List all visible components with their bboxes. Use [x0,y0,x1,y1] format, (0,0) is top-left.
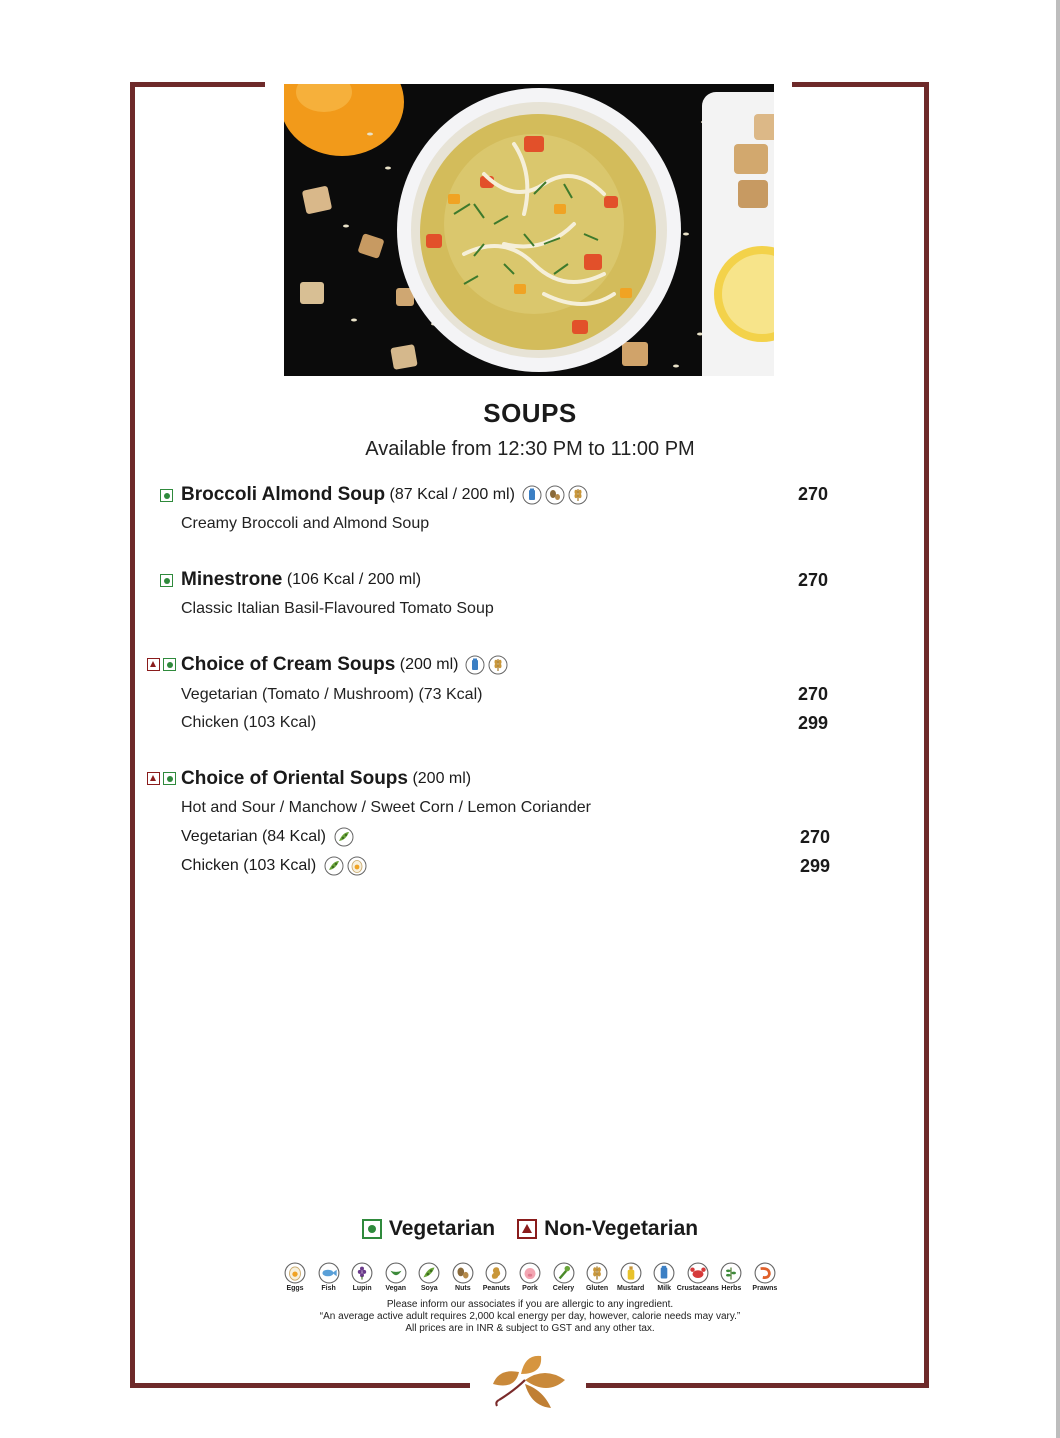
item-name: Choice of Cream Soups [181,654,396,675]
gluten-icon [568,485,588,505]
item-variant-price: 270 [799,827,830,847]
item-variant-label: Vegetarian (Tomato / Mushroom) (73 Kcal) [181,686,483,703]
soya-icon [324,856,344,876]
menu-item-name-row [181,653,508,677]
milk-icon [653,1262,675,1284]
frame-top-left [130,82,265,87]
eggs-icon [284,1262,306,1284]
legend-veg-label: Vegetarian [388,1217,496,1240]
item-meta: (106 Kcal / 200 ml) [286,571,422,588]
item-variant-label: Vegetarian (84 Kcal) [181,828,326,845]
frame-bottom-right [586,1383,929,1388]
allergen-lupin: Lupin [347,1262,377,1292]
item-meta: (200 ml) [399,656,459,673]
note-allergy: Please inform our associates if you are allergic to any ingredient. [386,1299,674,1310]
frame-right [924,82,929,1388]
allergen-soya: Soya [414,1262,444,1292]
gluten-icon [586,1262,608,1284]
menu-item-name-row [181,767,471,791]
legend-nonveg-label: Non-Vegetarian [544,1217,699,1240]
item-variant-price: 299 [797,713,828,733]
legend-veg [362,1217,495,1241]
allergen-herbs: Herbs [716,1262,746,1292]
soya-icon [334,827,354,847]
item-price: 270 [797,484,828,504]
frame-bottom-left [130,1383,470,1388]
allergen-gluten: Gluten [582,1262,612,1292]
frame-left [130,82,135,1388]
soup-photo [284,84,774,376]
item-variant-label: Chicken (103 Kcal) [181,857,317,874]
allergen-fish: Fish [314,1262,344,1292]
legend-nonveg [517,1217,698,1241]
crustaceans-icon [687,1262,709,1284]
item-price: 270 [797,570,828,590]
item-variant-row [181,825,354,849]
item-meta: (87 Kcal / 200 ml) [389,486,515,503]
nonveg-indicator [147,658,160,671]
nuts-icon [452,1262,474,1284]
section-title: SOUPS [483,398,577,428]
item-variant-price: 270 [797,684,828,704]
allergen-mustard: Mustard [616,1262,646,1292]
item-description: Creamy Broccoli and Almond Soup [181,515,430,532]
veg-indicator [163,772,176,785]
vegan-icon [385,1262,407,1284]
item-description: Hot and Sour / Manchow / Sweet Corn / Lemon Coriander [181,799,591,816]
allergen-nuts: Nuts [448,1262,478,1292]
peanuts-icon [485,1262,507,1284]
item-name: Choice of Oriental Soups [181,768,408,789]
allergen-key [280,1262,780,1292]
veg-indicator [163,658,176,671]
item-name: Minestrone [181,569,283,590]
allergen-pork: Pork [515,1262,545,1292]
brand-leaf-logo [485,1350,575,1412]
allergen-peanuts: Peanuts [481,1262,511,1292]
allergen-prawns: Prawns [750,1262,780,1292]
pork-icon [519,1262,541,1284]
item-meta: (200 ml) [412,770,472,787]
veg-indicator [160,574,173,587]
availability-text: Available from 12:30 PM to 11:00 PM [365,438,695,460]
note-prices: All prices are in INR & subject to GST and any other tax. [405,1323,655,1334]
nonveg-indicator [517,1219,537,1239]
lupin-icon [351,1262,373,1284]
menu-item-name-row [181,568,421,592]
diet-legend [0,1217,1060,1241]
herbs-icon [720,1262,742,1284]
allergen-eggs: Eggs [280,1262,310,1292]
celery-icon [553,1262,575,1284]
item-variant-label: Chicken (103 Kcal) [181,714,317,731]
allergen-crustaceans: Crustaceans [683,1262,713,1292]
veg-indicator [160,489,173,502]
prawns-icon [754,1262,776,1284]
milk-icon [522,485,542,505]
soya-icon [418,1262,440,1284]
allergen-celery: Celery [549,1262,579,1292]
item-variant-row [181,854,367,878]
allergen-vegan: Vegan [381,1262,411,1292]
fish-icon [318,1262,340,1284]
item-name: Broccoli Almond Soup [181,484,386,505]
mustard-icon [620,1262,642,1284]
milk-icon [465,655,485,675]
allergen-milk: Milk [649,1262,679,1292]
nonveg-indicator [147,772,160,785]
eggs-icon [347,856,367,876]
footer-notes [0,1299,1060,1335]
menu-item-name-row [181,483,588,507]
note-calorie: “An average active adult requires 2,000 kcal energy per day, however, calorie needs may vary.” [319,1311,741,1322]
item-variant-price: 299 [799,856,830,876]
item-description: Classic Italian Basil-Flavoured Tomato Soup [181,600,494,617]
frame-top-right [792,82,929,87]
nuts-icon [545,485,565,505]
gluten-icon [488,655,508,675]
veg-indicator [362,1219,382,1239]
